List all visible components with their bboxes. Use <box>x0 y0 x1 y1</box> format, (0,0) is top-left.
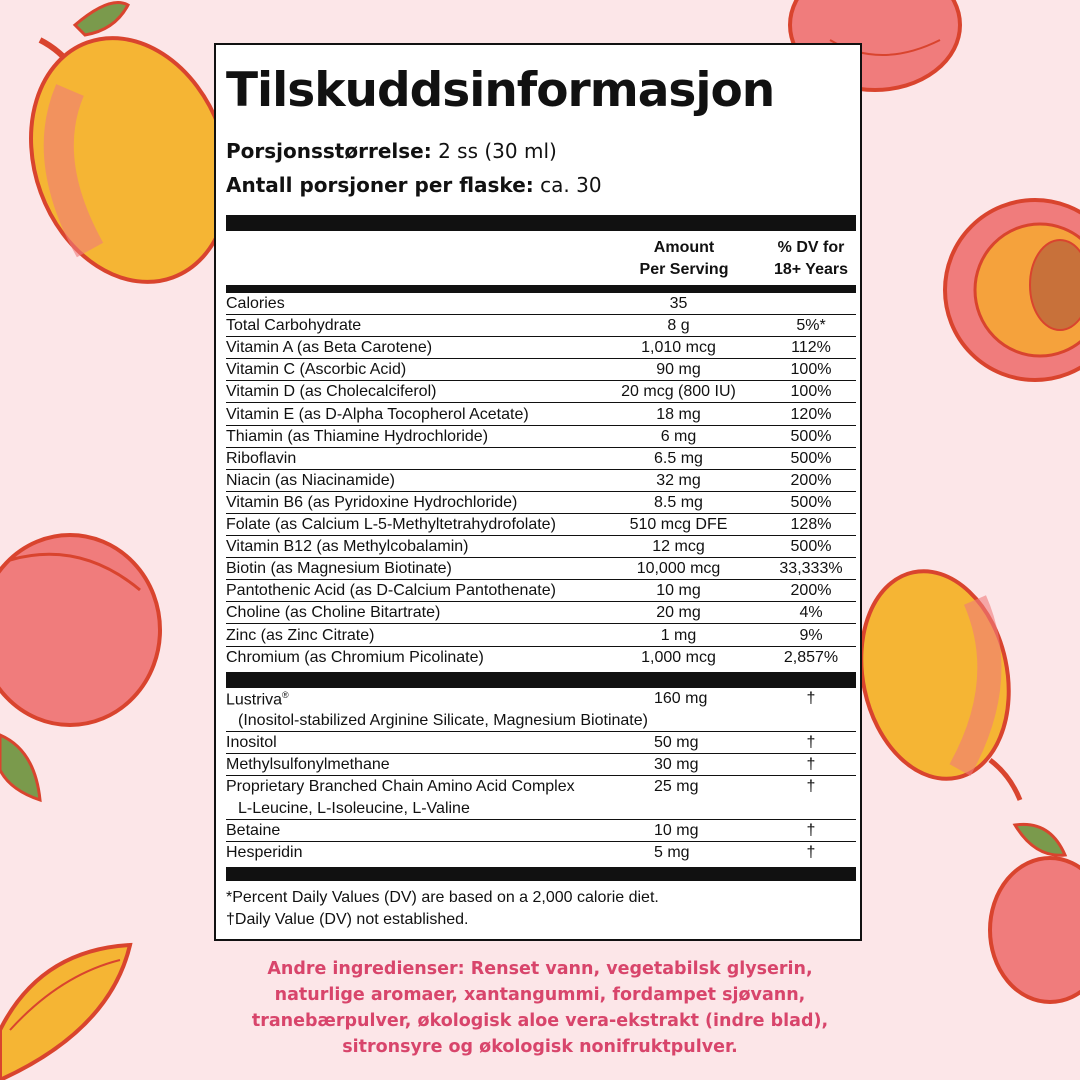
nutrient-name: Pantothenic Acid (as D-Calcium Pantothenate) <box>226 582 556 600</box>
nutrient-dv: 200% <box>790 582 832 600</box>
blend-name-text: Lustriva <box>226 691 283 709</box>
nutrient-amount: 6.5 mg <box>654 449 703 467</box>
nutrient-amount: 20 mg <box>656 604 701 622</box>
blend-name-text: Hesperidin <box>226 844 303 861</box>
dv-header-line-1: % DV for <box>777 239 845 256</box>
mango-illustration <box>843 557 1028 800</box>
other-ingredients-line: naturlige aromaer, xantangummi, fordampet sjøvann, <box>274 985 806 1005</box>
blend-name <box>226 822 280 840</box>
other-ingredients <box>140 956 940 1060</box>
nutrient-name: Biotin (as Magnesium Biotinate) <box>226 560 452 578</box>
nutrient-name: Thiamin (as Thiamine Hydrochloride) <box>226 427 489 445</box>
nutrient-amount: 20 mcg (800 IU) <box>621 383 736 401</box>
blend-row <box>226 754 856 776</box>
nutrient-row <box>226 404 856 426</box>
panel-title: Tilskuddsinformasjon <box>226 63 775 118</box>
nutrient-name: Vitamin A (as Beta Carotene) <box>226 339 433 357</box>
nutrient-name: Folate (as Calcium L-5-Methyltetrahydrofolate) <box>226 516 556 533</box>
leaf-illustration <box>0 735 40 800</box>
nutrient-name: Vitamin C (Ascorbic Acid) <box>226 361 407 379</box>
nutrient-row <box>226 625 856 647</box>
blend-name <box>226 734 277 752</box>
peach-illustration <box>0 535 160 725</box>
nutrient-dv: 500% <box>790 449 832 467</box>
bottom-thick-rule <box>226 867 856 881</box>
other-ingredients-line: sitronsyre og økologisk nonifruktpulver. <box>342 1037 738 1057</box>
blend-dv: † <box>806 844 816 861</box>
nutrient-amount: 90 mg <box>656 361 701 379</box>
nutrient-amount: 510 mcg DFE <box>629 516 728 533</box>
top-thick-rule <box>226 215 856 231</box>
blend-dv: † <box>806 756 816 773</box>
nutrient-name: Niacin (as Niacinamide) <box>226 471 395 489</box>
serving-size <box>226 139 557 163</box>
nutrient-row <box>226 359 856 381</box>
servings-per-bottle <box>226 173 602 197</box>
servings-value: ca. 30 <box>540 173 602 197</box>
nutrient-row <box>226 470 856 492</box>
blend-row <box>226 732 856 754</box>
nutrient-amount: 8 g <box>667 317 690 335</box>
blend-dv: † <box>806 822 816 839</box>
amount-header-line-1: Amount <box>653 239 715 256</box>
blend-subtext: L-Leucine, L-Isoleucine, L-Valine <box>238 800 470 817</box>
blend-name-text: Proprietary Branched Chain Amino Acid Complex <box>226 778 575 795</box>
serving-size-value: 2 ss (30 ml) <box>438 139 557 163</box>
nutrient-name: Vitamin D (as Cholecalciferol) <box>226 383 437 401</box>
peach-illustration <box>990 824 1080 1002</box>
serving-size-label: Porsjonsstørrelse: <box>226 139 432 163</box>
nutrient-amount: 1,010 mcg <box>641 339 716 357</box>
nutrient-amount: 18 mg <box>656 405 701 423</box>
nutrient-row <box>226 448 856 470</box>
blend-row <box>226 820 856 842</box>
blend-name <box>226 756 390 774</box>
nutrient-name: Zinc (as Zinc Citrate) <box>226 626 375 644</box>
nutrient-name: Vitamin E (as D-Alpha Tocopherol Acetate) <box>226 405 529 423</box>
nutrient-name: Total Carbohydrate <box>226 317 362 335</box>
nutrient-amount: 1,000 mcg <box>641 648 716 666</box>
nutrient-row <box>226 558 856 580</box>
blend-dv: † <box>806 690 816 707</box>
nutrient-name: Chromium (as Chromium Picolinate) <box>226 648 484 666</box>
nutrient-row <box>226 492 856 514</box>
blend-subtext: (Inositol-stabilized Arginine Silicate, Magnesium Biotinate) <box>238 712 648 729</box>
blend-dv: † <box>806 734 816 751</box>
nutrient-dv: 200% <box>790 471 832 489</box>
supplement-facts-panel <box>214 43 862 941</box>
registered-mark: ® <box>282 690 289 700</box>
nutrient-dv: 33,333% <box>779 560 843 578</box>
nutrient-amount: 6 mg <box>660 427 697 445</box>
header-rule <box>226 285 856 293</box>
nutrient-amount: 10,000 mcg <box>636 560 721 578</box>
blend-name-text: Inositol <box>226 734 277 751</box>
nutrient-dv: 5%* <box>796 317 826 335</box>
nutrient-dv: 112% <box>791 339 831 357</box>
nutrient-amount: 10 mg <box>656 582 701 600</box>
dv-header-line-2: 18+ Years <box>773 261 848 278</box>
nutrient-amount: 8.5 mg <box>654 493 703 511</box>
nutrient-name: Vitamin B12 (as Methylcobalamin) <box>226 538 469 556</box>
nutrient-dv: 500% <box>790 538 832 556</box>
nutrient-row <box>226 514 856 536</box>
nutrient-dv: 128% <box>790 516 832 533</box>
blend-amount: 10 mg <box>654 822 699 839</box>
nutrient-row <box>226 580 856 602</box>
blend-name-text: Methylsulfonylmethane <box>226 756 390 773</box>
blend-amount: 160 mg <box>654 690 708 707</box>
dv-header <box>761 237 861 281</box>
other-ingredients-line: Andre ingredienser: Renset vann, vegetabilsk glyserin, <box>267 959 813 979</box>
nutrient-dv: 4% <box>799 604 823 622</box>
blend-amount: 5 mg <box>654 844 690 861</box>
blend-row <box>226 776 856 820</box>
peach-illustration <box>945 200 1080 380</box>
blend-name-text: Betaine <box>226 822 281 839</box>
blend-row <box>226 842 856 863</box>
nutrient-dv: 100% <box>790 383 832 401</box>
nutrient-row <box>226 426 856 448</box>
nutrient-dv: 500% <box>790 427 832 445</box>
nutrient-row <box>226 602 856 624</box>
blend-amount: 30 mg <box>654 756 699 773</box>
blend-name <box>226 690 289 709</box>
nutrient-name: Choline (as Choline Bitartrate) <box>226 604 441 622</box>
nutrient-amount: 32 mg <box>656 471 701 489</box>
footnote-dagger: †Daily Value (DV) not established. <box>226 911 469 928</box>
blend-amount: 50 mg <box>654 734 699 751</box>
nutrient-row <box>226 536 856 558</box>
nutrient-name: Calories <box>226 295 285 312</box>
mango-illustration <box>0 945 130 1080</box>
nutrient-dv: 9% <box>799 626 823 644</box>
nutrient-row <box>226 293 856 315</box>
blend-row <box>226 688 856 732</box>
nutrient-amount: 12 mcg <box>652 538 705 556</box>
nutrient-dv: 500% <box>790 493 832 511</box>
nutrient-row <box>226 647 856 668</box>
footnote-dv: *Percent Daily Values (DV) are based on a 2,000 calorie diet. <box>226 889 659 906</box>
nutrient-amount: 1 mg <box>660 626 697 644</box>
amount-header <box>604 237 764 281</box>
nutrient-dv: 2,857% <box>783 648 839 666</box>
nutrient-row <box>226 337 856 359</box>
blend-name <box>226 844 302 862</box>
amount-header-line-2: Per Serving <box>639 261 729 278</box>
blend-name <box>226 778 575 796</box>
nutrient-row <box>226 315 856 337</box>
nutrient-dv: 100% <box>790 361 832 379</box>
nutrient-amount: 35 <box>669 295 688 312</box>
other-ingredients-line: tranebærpulver, økologisk aloe vera-ekstrakt (indre blad), <box>251 1011 829 1031</box>
middle-thick-rule <box>226 672 856 688</box>
nutrient-name: Vitamin B6 (as Pyridoxine Hydrochloride) <box>226 493 518 511</box>
nutrient-dv: 120% <box>790 405 832 423</box>
nutrient-name: Riboflavin <box>226 449 297 467</box>
blend-amount: 25 mg <box>654 778 699 795</box>
nutrient-row <box>226 381 856 403</box>
blend-dv: † <box>806 778 816 795</box>
servings-label: Antall porsjoner per flaske: <box>226 173 534 197</box>
